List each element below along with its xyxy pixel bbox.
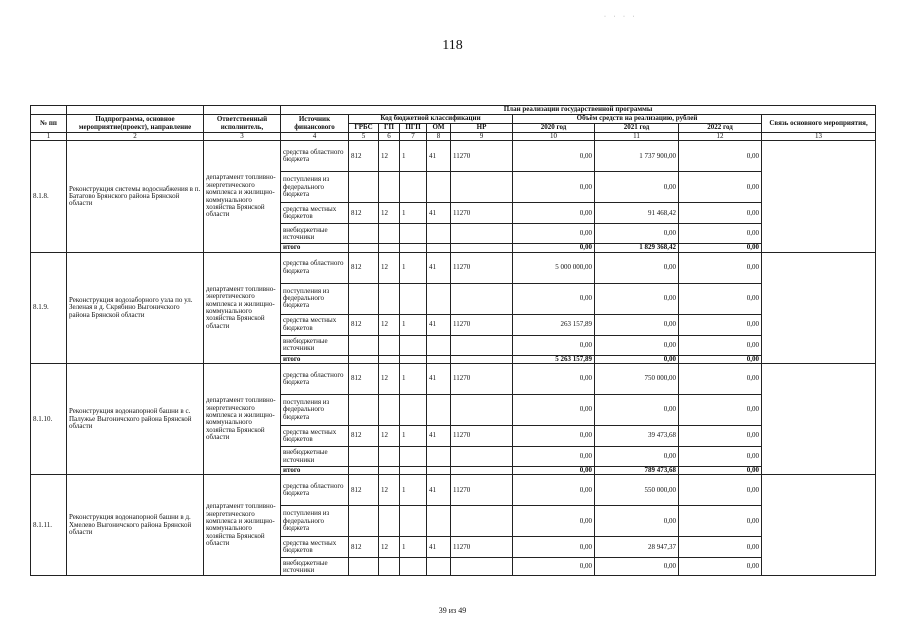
- total-label: итого: [281, 244, 349, 252]
- kbk-om: 41: [427, 537, 451, 558]
- amount-2021: 0,00: [595, 283, 679, 314]
- kbk-grbs: 812: [349, 475, 379, 506]
- amount-2021: 0,00: [595, 447, 679, 467]
- measure-block: [31, 475, 876, 576]
- kbk-om: [427, 355, 451, 363]
- kbk-gp: 12: [379, 426, 400, 447]
- amount-2022: 0,00: [679, 141, 762, 172]
- kbk-pgp: 1: [400, 203, 427, 224]
- amount-2020: 0,00: [513, 283, 595, 314]
- header-empty-sub: [67, 106, 204, 115]
- kbk-grbs: [349, 224, 379, 244]
- kbk-grbs: [349, 355, 379, 363]
- kbk-om: [427, 224, 451, 244]
- funding-source: средства областного бюджета: [281, 141, 349, 172]
- measure-responsible: департамент топливно-энергетического комплекса и жилищно-коммунального хозяйства Брянской области: [204, 364, 281, 475]
- col-number: 5: [349, 133, 379, 141]
- kbk-grbs: [349, 447, 379, 467]
- total-2022: 0,00: [679, 355, 762, 363]
- kbk-grbs: [349, 244, 379, 252]
- header-no: № пп: [31, 115, 67, 133]
- total-2022: 0,00: [679, 467, 762, 475]
- amount-2021: 28 947,37: [595, 537, 679, 558]
- kbk-gp: [379, 395, 400, 426]
- funding-source: внебюджетные источники: [281, 335, 349, 355]
- kbk-om: [427, 172, 451, 203]
- funding-source: поступления из федерального бюджета: [281, 506, 349, 537]
- kbk-pgp: [400, 395, 427, 426]
- measure-block: [31, 364, 876, 475]
- kbk-nr: 11270: [451, 314, 513, 335]
- amount-2021: 0,00: [595, 506, 679, 537]
- header-year-2022: 2022 год: [679, 124, 762, 133]
- amount-2022: 0,00: [679, 447, 762, 467]
- kbk-grbs: [349, 467, 379, 475]
- kbk-grbs: 812: [349, 203, 379, 224]
- amount-2020: 0,00: [513, 364, 595, 395]
- kbk-gp: 12: [379, 141, 400, 172]
- amount-2020: 0,00: [513, 141, 595, 172]
- amount-2020: 0,00: [513, 335, 595, 355]
- amount-2021: 0,00: [595, 558, 679, 576]
- amount-2020: 0,00: [513, 395, 595, 426]
- col-number: 4: [281, 133, 349, 141]
- total-2021: 0,00: [595, 355, 679, 363]
- kbk-om: [427, 506, 451, 537]
- header-gp: ГП: [379, 124, 400, 133]
- total-label: итого: [281, 355, 349, 363]
- measure-block: [31, 141, 876, 252]
- amount-2020: 0,00: [513, 172, 595, 203]
- kbk-om: 41: [427, 141, 451, 172]
- link-cell: [762, 141, 876, 252]
- col-number: 11: [595, 133, 679, 141]
- header-link: Связь основного мероприятия,: [762, 115, 876, 133]
- kbk-nr: 11270: [451, 203, 513, 224]
- kbk-nr: [451, 395, 513, 426]
- kbk-pgp: [400, 558, 427, 576]
- amount-2022: 0,00: [679, 172, 762, 203]
- amount-2022: 0,00: [679, 426, 762, 447]
- kbk-om: 41: [427, 252, 451, 283]
- kbk-gp: 12: [379, 537, 400, 558]
- col-number: 1: [31, 133, 67, 141]
- total-2020: 5 263 157,89: [513, 355, 595, 363]
- kbk-om: 41: [427, 364, 451, 395]
- header-om: ОМ: [427, 124, 451, 133]
- amount-2021: 0,00: [595, 335, 679, 355]
- total-2020: 0,00: [513, 244, 595, 252]
- kbk-nr: [451, 224, 513, 244]
- amount-2022: 0,00: [679, 252, 762, 283]
- kbk-pgp: [400, 467, 427, 475]
- header-grbs: ГРБС: [349, 124, 379, 133]
- kbk-grbs: 812: [349, 364, 379, 395]
- kbk-gp: [379, 558, 400, 576]
- kbk-pgp: 1: [400, 364, 427, 395]
- amount-2022: 0,00: [679, 506, 762, 537]
- kbk-nr: [451, 355, 513, 363]
- kbk-pgp: [400, 172, 427, 203]
- kbk-gp: [379, 467, 400, 475]
- kbk-pgp: 1: [400, 426, 427, 447]
- kbk-gp: 12: [379, 252, 400, 283]
- header-year-2021: 2021 год: [595, 124, 679, 133]
- funding-source: поступления из федерального бюджета: [281, 172, 349, 203]
- amount-2020: 0,00: [513, 447, 595, 467]
- amount-2020: 5 000 000,00: [513, 252, 595, 283]
- measure-responsible: департамент топливно-энергетического комплекса и жилищно-коммунального хозяйства Брянской области: [204, 141, 281, 252]
- measure-name: Реконструкция водозаборного узла по ул. Зеленая в д. Скрябино Выгоничского района Брянской области: [67, 252, 204, 363]
- kbk-om: 41: [427, 314, 451, 335]
- kbk-grbs: 812: [349, 426, 379, 447]
- kbk-pgp: [400, 355, 427, 363]
- amount-2020: 0,00: [513, 203, 595, 224]
- plan-title: План реализации государственной программы: [281, 106, 876, 115]
- kbk-grbs: 812: [349, 252, 379, 283]
- program-plan-table: [30, 105, 876, 576]
- col-number: 8: [427, 133, 451, 141]
- funding-source: внебюджетные источники: [281, 447, 349, 467]
- header-responsible: Ответственный исполнитель,: [204, 115, 281, 133]
- col-number: 9: [451, 133, 513, 141]
- header-subprogram: Подпрограмма, основное мероприятие(проект), направление: [67, 115, 204, 133]
- col-number: 13: [762, 133, 876, 141]
- amount-2020: 0,00: [513, 506, 595, 537]
- kbk-om: [427, 335, 451, 355]
- kbk-gp: [379, 224, 400, 244]
- kbk-pgp: [400, 224, 427, 244]
- header-empty-left: [31, 106, 67, 115]
- kbk-om: [427, 395, 451, 426]
- amount-2021: 0,00: [595, 395, 679, 426]
- amount-2021: 0,00: [595, 224, 679, 244]
- measure-name: Реконструкция системы водоснабжения в п. Батагово Брянского района Брянской области: [67, 141, 204, 252]
- amount-2022: 0,00: [679, 224, 762, 244]
- kbk-gp: 12: [379, 203, 400, 224]
- kbk-om: [427, 447, 451, 467]
- col-number: 2: [67, 133, 204, 141]
- measure-responsible: департамент топливно-энергетического комплекса и жилищно-коммунального хозяйства Брянской области: [204, 475, 281, 576]
- kbk-grbs: [349, 172, 379, 203]
- kbk-nr: [451, 467, 513, 475]
- amount-2020: 0,00: [513, 537, 595, 558]
- amount-2020: 0,00: [513, 558, 595, 576]
- header-kbk-group: Код бюджетной классификации: [349, 115, 513, 124]
- col-number: 7: [400, 133, 427, 141]
- amount-2022: 0,00: [679, 203, 762, 224]
- amount-2022: 0,00: [679, 364, 762, 395]
- measure-block: [31, 252, 876, 363]
- measure-number: 8.1.9.: [31, 252, 67, 363]
- kbk-pgp: [400, 506, 427, 537]
- kbk-om: [427, 558, 451, 576]
- link-cell: [762, 364, 876, 475]
- amount-2022: 0,00: [679, 558, 762, 576]
- kbk-nr: 11270: [451, 364, 513, 395]
- kbk-nr: [451, 447, 513, 467]
- amount-2020: 0,00: [513, 426, 595, 447]
- kbk-pgp: [400, 244, 427, 252]
- kbk-om: 41: [427, 203, 451, 224]
- header-empty-resp: [204, 106, 281, 115]
- funding-source: внебюджетные источники: [281, 558, 349, 576]
- kbk-gp: 12: [379, 314, 400, 335]
- amount-2021: 91 468,42: [595, 203, 679, 224]
- kbk-nr: [451, 283, 513, 314]
- kbk-grbs: 812: [349, 141, 379, 172]
- total-label: итого: [281, 467, 349, 475]
- measure-number: 8.1.10.: [31, 364, 67, 475]
- kbk-nr: 11270: [451, 537, 513, 558]
- kbk-pgp: 1: [400, 475, 427, 506]
- amount-2022: 0,00: [679, 335, 762, 355]
- kbk-nr: [451, 244, 513, 252]
- kbk-gp: [379, 355, 400, 363]
- kbk-gp: [379, 447, 400, 467]
- kbk-nr: 11270: [451, 252, 513, 283]
- col-number: 12: [679, 133, 762, 141]
- amount-2022: 0,00: [679, 475, 762, 506]
- header-volume-group: Объём средств на реализацию, рублей: [513, 115, 762, 124]
- kbk-nr: [451, 335, 513, 355]
- measure-name: Реконструкция водонапорной башни в с. Палужье Выгоничского района Брянской области: [67, 364, 204, 475]
- kbk-gp: [379, 506, 400, 537]
- kbk-nr: [451, 172, 513, 203]
- funding-source: средства местных бюджетов: [281, 203, 349, 224]
- total-2021: 789 473,68: [595, 467, 679, 475]
- kbk-pgp: [400, 447, 427, 467]
- measure-number: 8.1.11.: [31, 475, 67, 576]
- kbk-nr: [451, 558, 513, 576]
- kbk-nr: 11270: [451, 141, 513, 172]
- kbk-gp: [379, 283, 400, 314]
- link-cell: [762, 475, 876, 576]
- funding-source: средства областного бюджета: [281, 364, 349, 395]
- kbk-pgp: 1: [400, 252, 427, 283]
- kbk-nr: 11270: [451, 426, 513, 447]
- header-year-2020: 2020 год: [513, 124, 595, 133]
- kbk-grbs: 812: [349, 314, 379, 335]
- amount-2021: 550 000,00: [595, 475, 679, 506]
- amount-2022: 0,00: [679, 283, 762, 314]
- kbk-pgp: [400, 335, 427, 355]
- total-2020: 0,00: [513, 467, 595, 475]
- header-source: Источник финансового: [281, 115, 349, 133]
- measure-responsible: департамент топливно-энергетического комплекса и жилищно-коммунального хозяйства Брянской области: [204, 252, 281, 363]
- funding-source: средства местных бюджетов: [281, 426, 349, 447]
- kbk-grbs: [349, 558, 379, 576]
- amount-2020: 0,00: [513, 475, 595, 506]
- amount-2021: 39 473,68: [595, 426, 679, 447]
- amount-2021: 0,00: [595, 172, 679, 203]
- kbk-grbs: [349, 506, 379, 537]
- kbk-gp: [379, 244, 400, 252]
- kbk-pgp: 1: [400, 141, 427, 172]
- kbk-pgp: 1: [400, 537, 427, 558]
- funding-source: средства местных бюджетов: [281, 537, 349, 558]
- kbk-pgp: [400, 283, 427, 314]
- kbk-nr: 11270: [451, 475, 513, 506]
- amount-2021: 750 000,00: [595, 364, 679, 395]
- kbk-om: [427, 244, 451, 252]
- kbk-om: [427, 283, 451, 314]
- funding-source: поступления из федерального бюджета: [281, 283, 349, 314]
- col-number: 10: [513, 133, 595, 141]
- kbk-om: 41: [427, 475, 451, 506]
- total-2022: 0,00: [679, 244, 762, 252]
- amount-2021: 0,00: [595, 314, 679, 335]
- amount-2020: 0,00: [513, 224, 595, 244]
- kbk-grbs: 812: [349, 537, 379, 558]
- amount-2022: 0,00: [679, 314, 762, 335]
- kbk-gp: 12: [379, 475, 400, 506]
- amount-2022: 0,00: [679, 395, 762, 426]
- page-number: 118: [442, 38, 463, 53]
- link-cell: [762, 252, 876, 363]
- kbk-om: [427, 467, 451, 475]
- funding-source: внебюджетные источники: [281, 224, 349, 244]
- kbk-grbs: [349, 395, 379, 426]
- kbk-gp: [379, 172, 400, 203]
- kbk-pgp: 1: [400, 314, 427, 335]
- header-nr: НР: [451, 124, 513, 133]
- kbk-grbs: [349, 335, 379, 355]
- amount-2021: 0,00: [595, 252, 679, 283]
- funding-source: средства областного бюджета: [281, 475, 349, 506]
- amount-2020: 263 157,89: [513, 314, 595, 335]
- page-footer: 39 из 49: [438, 606, 467, 615]
- col-number: 3: [204, 133, 281, 141]
- header-pgp: ПГП: [400, 124, 427, 133]
- kbk-gp: [379, 335, 400, 355]
- kbk-gp: 12: [379, 364, 400, 395]
- amount-2022: 0,00: [679, 537, 762, 558]
- kbk-om: 41: [427, 426, 451, 447]
- kbk-grbs: [349, 283, 379, 314]
- amount-2021: 1 737 900,00: [595, 141, 679, 172]
- kbk-nr: [451, 506, 513, 537]
- scan-specks: · · · ·: [604, 14, 638, 20]
- measure-name: Реконструкция водонапорной башни в д. Хмелево Выгоничского района Брянской области: [67, 475, 204, 576]
- funding-source: поступления из федерального бюджета: [281, 395, 349, 426]
- total-2021: 1 829 368,42: [595, 244, 679, 252]
- funding-source: средства областного бюджета: [281, 252, 349, 283]
- measure-number: 8.1.8.: [31, 141, 67, 252]
- funding-source: средства местных бюджетов: [281, 314, 349, 335]
- col-number: 6: [379, 133, 400, 141]
